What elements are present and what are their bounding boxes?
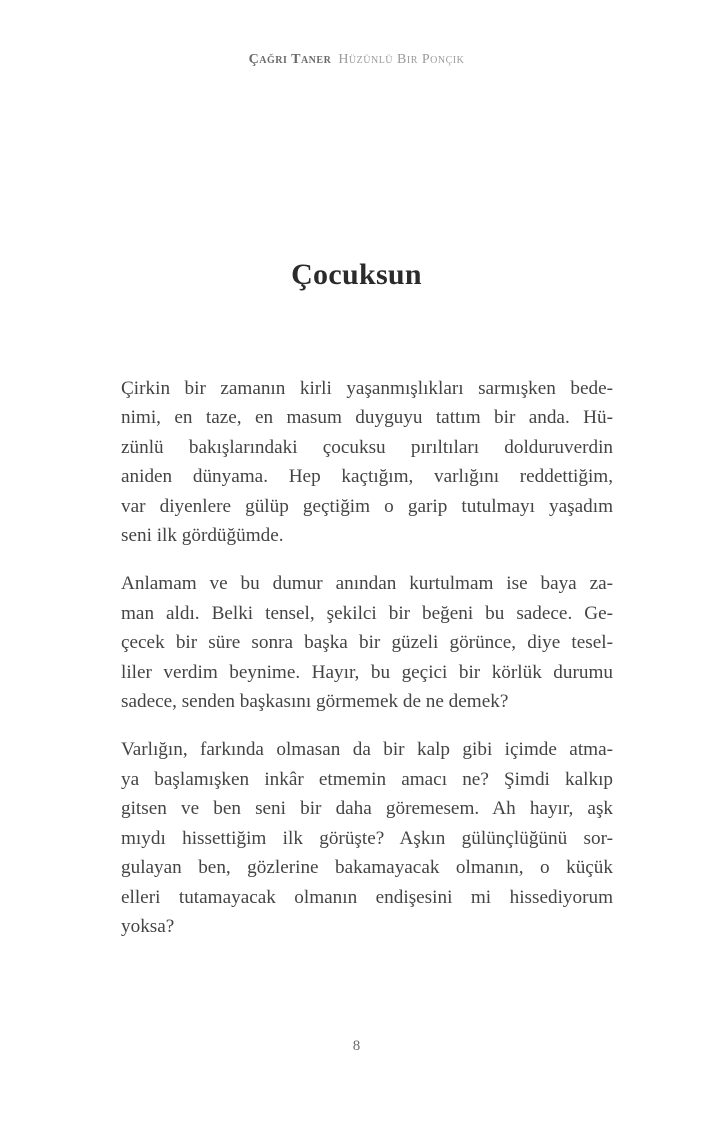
running-head xyxy=(0,52,713,68)
text-line: man aldı. Belki tensel, şekilci bir beğeni bu sadece. Ge- xyxy=(121,602,613,624)
text-line: nimi, en taze, en masum duyguyu tattım bir anda. Hü- xyxy=(121,407,613,429)
text-line: sadece, senden başkasını görmemek de ne demek? xyxy=(121,691,509,713)
body-text xyxy=(121,374,613,960)
text-line: aniden dünyama. Hep kaçtığım, varlığını reddettiğim, xyxy=(121,466,613,488)
text-line: elleri tutamayacak olmanın endişesini mi hissediyorum xyxy=(121,886,613,908)
running-head-book-title: Hüzünlü Bir Ponçik xyxy=(338,52,465,67)
text-line: çecek bir süre sonra başka bir güzeli görünce, diye tesel- xyxy=(121,632,613,654)
text-line: gitsen ve ben seni bir daha göremesem. Ah hayır, aşk xyxy=(121,798,613,820)
text-line: gulayan ben, gözlerine bakamayacak olmanın, o küçük xyxy=(121,857,613,879)
page-number: 8 xyxy=(352,1038,361,1054)
chapter-title: Çocuksun xyxy=(291,258,422,291)
text-line: Çirkin bir zamanın kirli yaşanmışlıkları sarmışken bede- xyxy=(121,378,613,399)
text-line: seni ilk gördüğümde. xyxy=(121,525,284,547)
text-line: zünlü bakışlarındaki çocuksu pırıltıları dolduruverdin xyxy=(121,436,613,458)
text-line: liler verdim beynime. Hayır, bu geçici bir körlük durumu xyxy=(121,661,613,683)
paragraph-2 xyxy=(121,569,613,716)
running-head-author: Çağrı Taner xyxy=(248,52,332,67)
text-line: Anlamam ve bu dumur anından kurtulmam ise baya za- xyxy=(121,573,613,595)
text-line: var diyenlere gülüp geçtiğim o garip tutulmayı yaşadım xyxy=(121,495,613,517)
paragraph-3 xyxy=(121,735,613,941)
text-line: ya başlamışken inkâr etmemin amacı ne? Şimdi kalkıp xyxy=(121,768,613,790)
paragraph-1 xyxy=(121,374,613,550)
text-line: Varlığın, farkında olmasan da bir kalp gibi içimde atma- xyxy=(121,739,613,761)
text-line: yoksa? xyxy=(121,915,175,937)
text-line: mıydı hissettiğim ilk görüşte? Aşkın gülünçlüğünü sor- xyxy=(121,827,613,849)
